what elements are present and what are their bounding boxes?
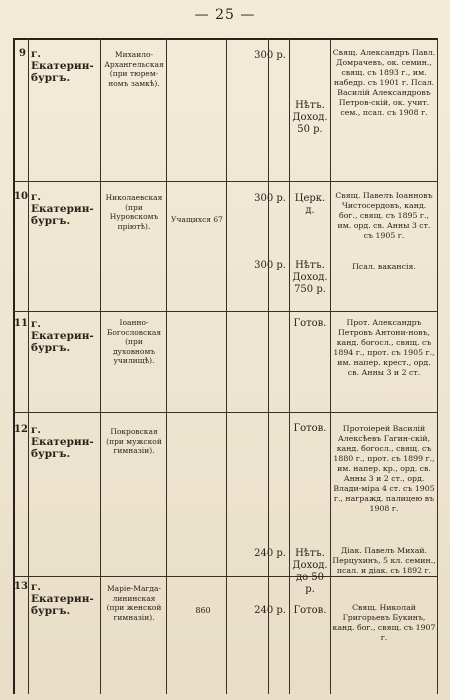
status: Готов.: [293, 318, 327, 329]
salary: 300 р.: [254, 193, 286, 204]
column-line: [100, 38, 101, 694]
city-name: г. Екатерин-бургъ.: [31, 424, 94, 460]
clergy-list: Свящ. Александръ Павл. Домрачевъ, ок. семин., свящ. съ 1893 г., им. набедр. съ 1901 г. Псал. Василій Александровъ Петров-скій, ок. учит. сем., псал. съ 1908 г.: [332, 48, 436, 117]
church-name: Николаевская (при Нуровскомъ пріютѣ).: [105, 193, 163, 231]
status: Нѣтъ. Доход. 750 р.: [292, 260, 328, 295]
salary: 240 р.: [254, 605, 286, 616]
clergy-list: Діак. Павелъ Михай. Перцухинъ, 5 кл. семин., псал. и діак. съ 1892 г.: [332, 546, 436, 575]
church-name: Іоанно-Богословская (при духовномъ училищѣ).: [106, 318, 162, 365]
row-separator: [13, 181, 437, 182]
column-line: [28, 38, 29, 694]
page-number: — 25 —: [194, 7, 256, 23]
school-info: Учащихся 67: [171, 215, 223, 224]
salary: 240 р.: [254, 548, 286, 559]
column-line: [13, 38, 15, 694]
status: Нѣтъ. Доход. до 50 р.: [292, 548, 328, 595]
clergy-list: Свящ. Николай Григорьевъ Букинъ, канд. бог., свящ. съ 1907 г.: [332, 603, 436, 642]
column-line: [166, 38, 167, 694]
pupil-count: 860: [195, 606, 211, 615]
salary: 300 р.: [254, 50, 286, 61]
row-number: 9: [19, 48, 26, 59]
clergy-list: Прот. Александръ Петровъ Антони-новъ, канд. богосл., свящ. съ 1894 г., прот. съ 1905 г., им. напер. крест., орд. св. Анны 3 и 2 ст.: [333, 318, 435, 377]
clergy-list: Псал. вакансія.: [352, 262, 416, 271]
column-line: [437, 38, 438, 694]
column-line: [226, 38, 227, 694]
city-name: г. Екатерин-бургъ.: [31, 318, 94, 354]
status: Нѣтъ. Доход. 50 р.: [292, 100, 328, 135]
clergy-list: Протоіерей Василій Алексѣевъ Гагин-скій, канд. богосл., свящ. съ 1880 г., прот. съ 1899 г., им. напер. кр., орд. св. Анны 3 и 2 ст., орд. Влади-міра 4 ст. съ 1905 г., награжд. палицею въ 1908 г.: [333, 424, 435, 513]
row-number: 13: [14, 581, 28, 592]
row-number: 12: [14, 424, 28, 435]
city-name: г. Екатерин-бургъ.: [31, 48, 94, 84]
column-line: [268, 38, 269, 694]
column-line: [330, 38, 331, 694]
salary: 300 р.: [254, 260, 286, 271]
row-separator: [13, 576, 437, 577]
church-name: Покровская (при мужской гимназіи).: [106, 427, 162, 455]
city-name: г. Екатерин-бургъ.: [31, 191, 94, 227]
status: Готов.: [293, 605, 327, 616]
row-separator: [13, 412, 437, 413]
row-number: 10: [14, 191, 28, 202]
row-number: 11: [14, 318, 28, 329]
city-name: г. Екатерин-бургъ.: [31, 581, 94, 617]
status: Готов.: [293, 423, 327, 434]
church-name: Михаило-Архангельская (при тюрем-номъ замкѣ).: [104, 50, 164, 88]
church-name: Маріе-Магда-лининская (при женской гимназіи).: [106, 584, 162, 622]
clergy-list: Свящ. Павелъ Іоанновъ Чистосердовъ, канд. бог., свящ. съ 1895 г., им. орд. св. Анны 3 ст. съ 1905 г.: [335, 191, 433, 240]
status: Церк. д.: [294, 193, 326, 216]
row-separator: [13, 311, 437, 312]
